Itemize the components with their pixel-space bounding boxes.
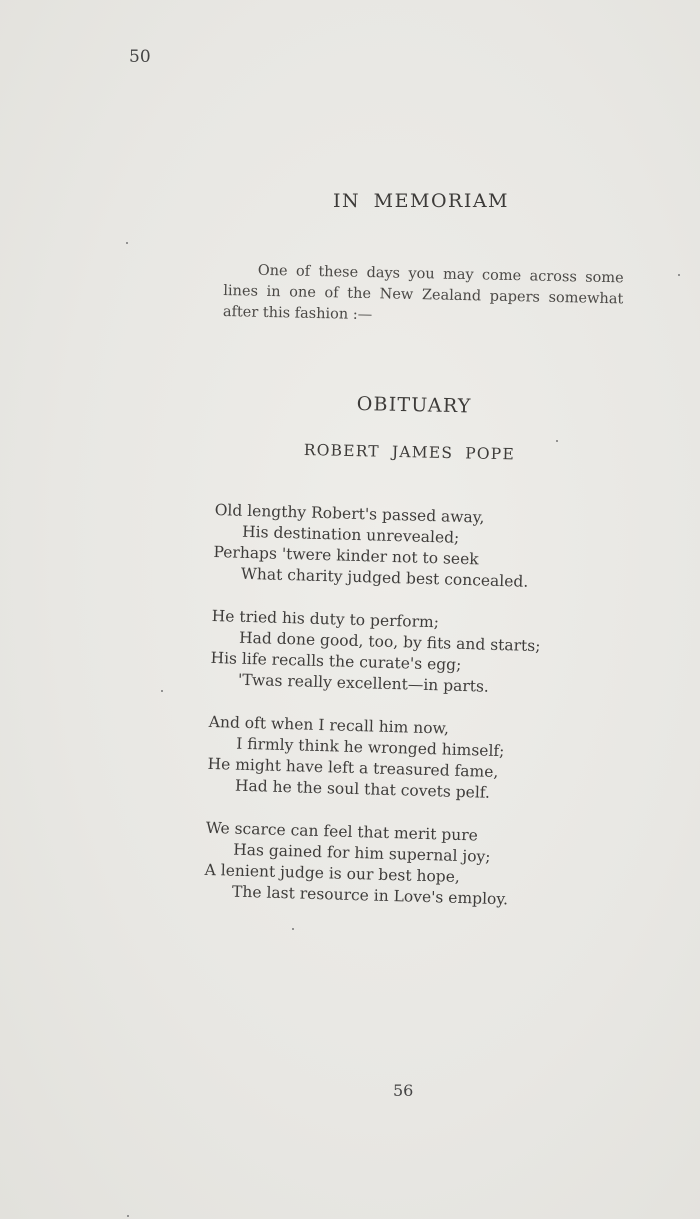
poem-line: He might have left a treasured fame, [207, 754, 499, 782]
poem-line: I firmly think he wronged himself; [235, 734, 505, 761]
page-title: IN MEMORIAM [333, 190, 510, 212]
paper-speck [161, 690, 163, 692]
poem-stanza-2 [210, 606, 592, 701]
intro-paragraph [223, 260, 624, 331]
paper-speck [292, 928, 294, 930]
poem-line: And oft when I recall him now, [208, 712, 450, 738]
poem-line: He tried his duty to perform; [211, 606, 440, 632]
poem-line: What charity judged best concealed. [240, 564, 529, 591]
poem-stanza-4 [204, 818, 586, 913]
poem-line: His destination unrevealed; [241, 522, 460, 547]
obituary-heading: OBITUARY [356, 393, 472, 418]
obituary-name: ROBERT JAMES POPE [303, 441, 516, 464]
page-corner-number: 50 [129, 47, 151, 67]
poem-stanza-3 [207, 712, 589, 807]
poem-line: We scarce can feel that merit pure [205, 818, 479, 845]
poem-line: Old lengthy Robert's passed away, [214, 500, 485, 527]
poem-line: Had he the soul that covets pelf. [234, 776, 491, 802]
poem-line: Had done good, too, by fits and starts; [238, 628, 541, 656]
poem-line: The last resource in Love's employ. [231, 882, 509, 909]
poem-line: 'Twas really excellent—in parts. [237, 670, 490, 696]
poem-line: Has gained for him supernal joy; [232, 840, 491, 866]
paper-speck [678, 274, 680, 276]
poem [203, 500, 595, 934]
intro-text: One of these days you may come across some lines in one of the New Zealand papers somewhat after this fashion :— [222, 262, 624, 324]
paper-speck [127, 1215, 129, 1217]
paper-speck [556, 440, 558, 442]
page-footer-number: 56 [393, 1081, 414, 1100]
poem-stanza-1 [213, 500, 595, 595]
poem-line: Perhaps 'twere kinder not to seek [213, 542, 479, 569]
poem-line: A lenient judge is our best hope, [204, 860, 461, 886]
paper-speck [126, 242, 128, 244]
poem-line: His life recalls the curate's egg; [210, 648, 462, 674]
